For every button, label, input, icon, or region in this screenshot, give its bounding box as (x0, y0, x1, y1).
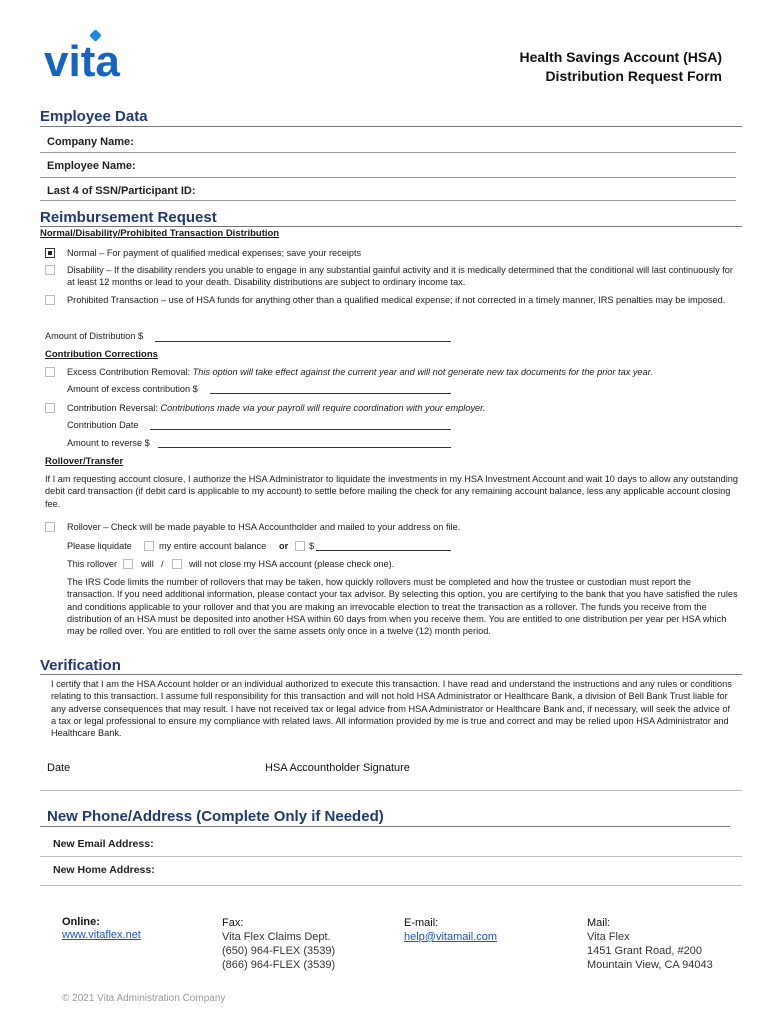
employee-name-label: Employee Name: (47, 160, 136, 172)
irs-rules-text: The IRS Code limits the number of rollovers that may be taken, how quickly rollovers must be completed and how the trustee or custodian must report the transaction. If you need additional information, please contact your tax advisor. By selecting this option, you are certifying to the bank that you have satisfied the rules and conditions applicable to your rollover and that you are making an irrevocable election to treat the transaction as a rollover. The funds you receive from the distribution of an HSA must be deposited into another HSA within 60 days from when you receive them. You are entitled to one distribution per year per HSA which may be rolled over. You are entitled to roll over the same assets only once in a twelve (12) month period. (67, 577, 738, 637)
dollar-sign: $ (309, 541, 315, 551)
slash-text: / (161, 559, 164, 569)
signature-label: HSA Accountholder Signature (265, 762, 410, 774)
disability-checkbox[interactable] (45, 265, 55, 275)
liquidate-amount-checkbox[interactable] (295, 541, 305, 551)
verification-heading: Verification (40, 657, 121, 674)
copyright: © 2021 Vita Administration Company (62, 993, 226, 1004)
divider (40, 226, 742, 227)
contribution-date-label: Contribution Date (67, 420, 139, 430)
will-not-text: will not close my HSA account (please check one). (189, 559, 395, 569)
will-close-checkbox[interactable] (123, 559, 133, 569)
footer-fax: Fax: Vita Flex Claims Dept. (650) 964-FLEX (3539) (866) 964-FLEX (3539) (222, 917, 336, 971)
contribution-corrections-heading: Contribution Corrections (45, 349, 158, 360)
rollover-will-label: This rollover (67, 559, 118, 569)
signature-line[interactable] (40, 790, 742, 791)
disability-option-text: Disability – If the disability renders you unable to engage in any substantial gainful activity and it is medically determined that the conditional will last continuously for at least 12 months or lead to your death. Disability distributions are subject to ordinary income tax. (67, 265, 733, 288)
employee-name-field[interactable] (40, 177, 736, 178)
company-name-field[interactable] (40, 152, 736, 153)
form-title: Health Savings Account (HSA) Distribution Request Form (519, 49, 722, 84)
divider (40, 826, 730, 827)
distribution-subheading: Normal/Disability/Prohibited Transaction Distribution (40, 228, 280, 239)
prohibited-checkbox[interactable] (45, 295, 55, 305)
liquidate-entire-text: my entire account balance (159, 541, 267, 551)
new-home-label: New Home Address: (53, 864, 155, 876)
normal-option-text: Normal – For payment of qualified medical expenses; save your receipts (67, 248, 362, 258)
rollover-heading: Rollover/Transfer (45, 456, 124, 467)
new-address-heading: New Phone/Address (Complete Only if Needed) (47, 808, 384, 825)
vita-logo (44, 28, 144, 84)
date-label: Date (47, 762, 71, 774)
excess-amount-label: Amount of excess contribution $ (67, 384, 198, 394)
will-text: will (141, 559, 154, 569)
excess-removal-text: Excess Contribution Removal: This option will take effect against the current year and will not generate new tax documents for the prior tax year. (67, 367, 653, 377)
employee-data-heading: Employee Data (40, 108, 148, 125)
excess-amount-field[interactable] (210, 393, 451, 394)
reverse-amount-label: Amount to reverse $ (67, 438, 150, 448)
excess-removal-checkbox[interactable] (45, 367, 55, 377)
liquidate-amount-field[interactable] (316, 550, 451, 551)
email-link[interactable]: help@vitamail.com (404, 931, 498, 943)
liquidate-or-text: or (279, 541, 289, 551)
liquidate-entire-checkbox[interactable] (144, 541, 154, 551)
verification-text: I certify that I am the HSA Account holder or an individual authorized to execute this transaction. I have read and understand the instructions and any rules or conditions relating to this transaction. I assume full responsibility for this transaction and will not hold HSA Administrator or Healthcare Bank, a division of Bell Bank Trust liable for any adverse consequences that may result. I have not received tax or legal advice from HSA Administrator or Healthcare Bank and, if necessary, will seek the advice of a tax or legal professional to ensure my compliance with related laws. All information provided by me is true and correct and may be relied upon HSA Administrator and Healthcare Bank. (51, 679, 732, 739)
company-name-label: Company Name: (47, 136, 134, 148)
contribution-date-field[interactable] (150, 429, 451, 430)
footer-mail: Mail: Vita Flex 1451 Grant Road, #200 Mountain View, CA 94043 (587, 917, 713, 971)
ssn-label: Last 4 of SSN/Participant ID: (47, 185, 196, 197)
contribution-reversal-text: Contribution Reversal: Contributions made via your payroll will require coordination with your employer. (67, 403, 486, 413)
normal-checkbox[interactable] (45, 248, 55, 258)
footer-email: E-mail: help@vitamail.com (404, 917, 498, 943)
liquidate-label: Please liquidate (67, 541, 132, 551)
rollover-checkbox[interactable] (45, 522, 55, 532)
rollover-intro: If I am requesting account closure, I authorize the HSA Administrator to liquidate the investments in my HSA Investment Account and wait 10 days to allow any outstanding debit card transaction (if debit card is applicable to my account) to settle before mailing the check for any remaining account balance, less any applicable account closing fee. (45, 474, 739, 509)
will-not-close-checkbox[interactable] (172, 559, 182, 569)
new-email-label: New Email Address: (53, 838, 154, 850)
prohibited-option-text: Prohibited Transaction – use of HSA funds for anything other than a qualified medical expense; if not corrected in a timely manner, IRS penalties may be imposed. (67, 295, 726, 305)
new-home-field[interactable] (40, 885, 742, 886)
divider (40, 126, 742, 127)
svg-text:vita: vita (44, 37, 120, 84)
reimbursement-heading: Reimbursement Request (40, 209, 217, 226)
amount-distribution-field[interactable] (155, 341, 451, 342)
amount-distribution-label: Amount of Distribution $ (45, 331, 144, 341)
contribution-reversal-checkbox[interactable] (45, 403, 55, 413)
ssn-field[interactable] (40, 200, 736, 201)
rollover-option-text: Rollover – Check will be made payable to HSA Accountholder and mailed to your address on file. (67, 522, 461, 532)
new-email-field[interactable] (40, 856, 742, 857)
website-link[interactable]: www.vitaflex.net (62, 929, 141, 941)
reverse-amount-field[interactable] (158, 447, 451, 448)
footer-online: Online: www.vitaflex.net (62, 916, 141, 941)
divider (40, 674, 742, 675)
